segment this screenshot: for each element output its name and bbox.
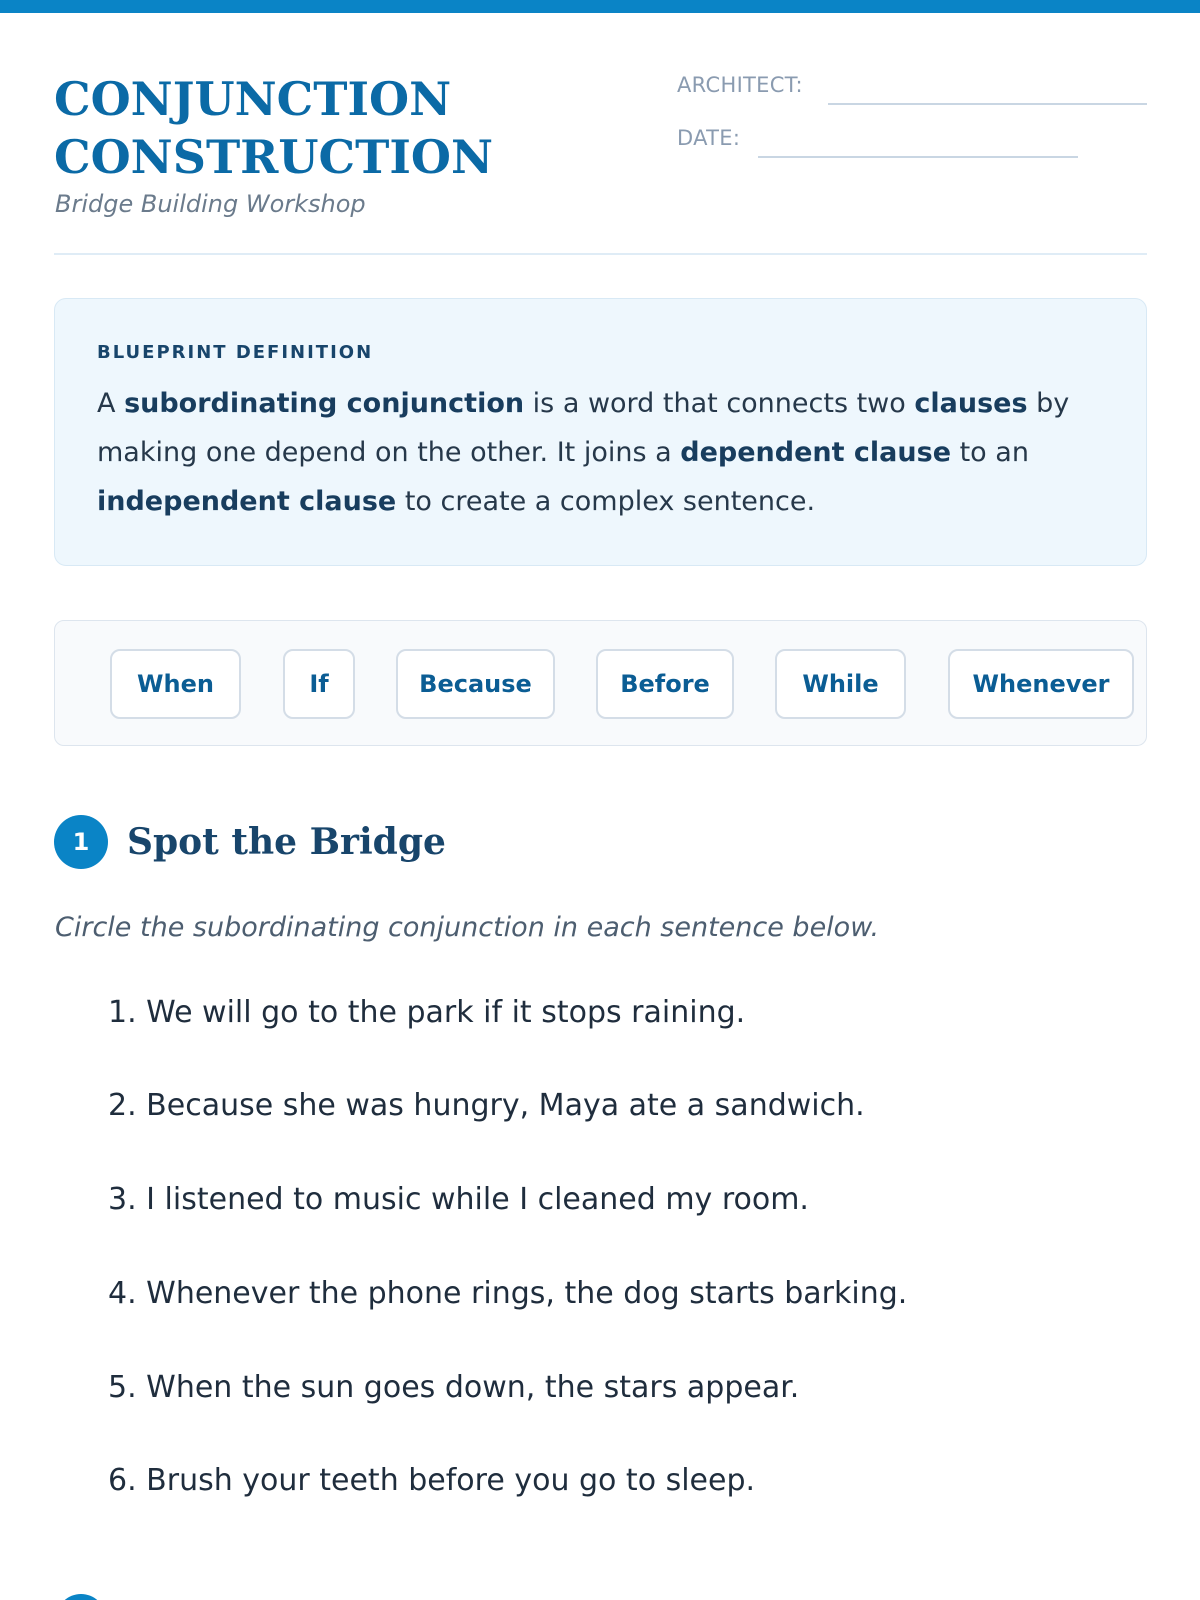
term-subordinating-conjunction: subordinating conjunction bbox=[124, 388, 525, 419]
next-section-badge bbox=[56, 1594, 106, 1600]
definition-text-part: is a word that connects two bbox=[524, 388, 915, 419]
sentence-item[interactable]: 5. When the sun goes down, the stars appear. bbox=[108, 1370, 800, 1405]
sentence-item[interactable]: 2. Because she was hungry, Maya ate a sandwich. bbox=[108, 1088, 865, 1123]
definition-text-part: to an bbox=[951, 437, 1029, 468]
definition-box bbox=[54, 298, 1147, 566]
section-number-badge: 1 bbox=[54, 815, 108, 869]
sentence-item[interactable]: 4. Whenever the phone rings, the dog starts barking. bbox=[108, 1276, 908, 1311]
date-field[interactable] bbox=[758, 156, 1078, 158]
architect-label: ARCHITECT: bbox=[677, 73, 803, 97]
word-bank bbox=[54, 620, 1147, 746]
header-divider bbox=[54, 253, 1147, 255]
sentence-item[interactable]: 6. Brush your teeth before you go to sleep. bbox=[108, 1463, 756, 1498]
word-chip-when[interactable]: When bbox=[110, 649, 241, 719]
word-chip-while[interactable]: While bbox=[775, 649, 906, 719]
sentence-item[interactable]: 1. We will go to the park if it stops raining. bbox=[108, 995, 746, 1030]
definition-text-part: by making one depend on the other. It joins a bbox=[97, 388, 1070, 468]
page-title bbox=[54, 70, 493, 186]
term-clauses: clauses bbox=[914, 388, 1028, 419]
top-accent-bar bbox=[0, 0, 1200, 13]
sentence-item[interactable]: 3. I listened to music while I cleaned my room. bbox=[108, 1182, 809, 1217]
page-title-line-1: CONJUNCTION bbox=[54, 72, 452, 126]
definition-text bbox=[97, 379, 1097, 526]
page-title-line-2: CONSTRUCTION bbox=[54, 130, 493, 184]
word-chip-because[interactable]: Because bbox=[396, 649, 555, 719]
term-dependent-clause: dependent clause bbox=[680, 437, 952, 468]
section-instructions: Circle the subordinating conjunction in each sentence below. bbox=[55, 912, 880, 943]
definition-heading: BLUEPRINT DEFINITION bbox=[97, 342, 374, 363]
word-chip-if[interactable]: If bbox=[283, 649, 355, 719]
architect-field[interactable] bbox=[828, 103, 1147, 105]
date-label: DATE: bbox=[677, 126, 741, 150]
definition-text-part: to create a complex sentence. bbox=[396, 486, 816, 517]
page-subtitle: Bridge Building Workshop bbox=[55, 190, 366, 218]
term-independent-clause: independent clause bbox=[97, 486, 397, 517]
section-title: Spot the Bridge bbox=[127, 821, 446, 863]
word-chip-before[interactable]: Before bbox=[596, 649, 734, 719]
word-chip-whenever[interactable]: Whenever bbox=[948, 649, 1134, 719]
definition-text-part: A bbox=[97, 388, 125, 419]
